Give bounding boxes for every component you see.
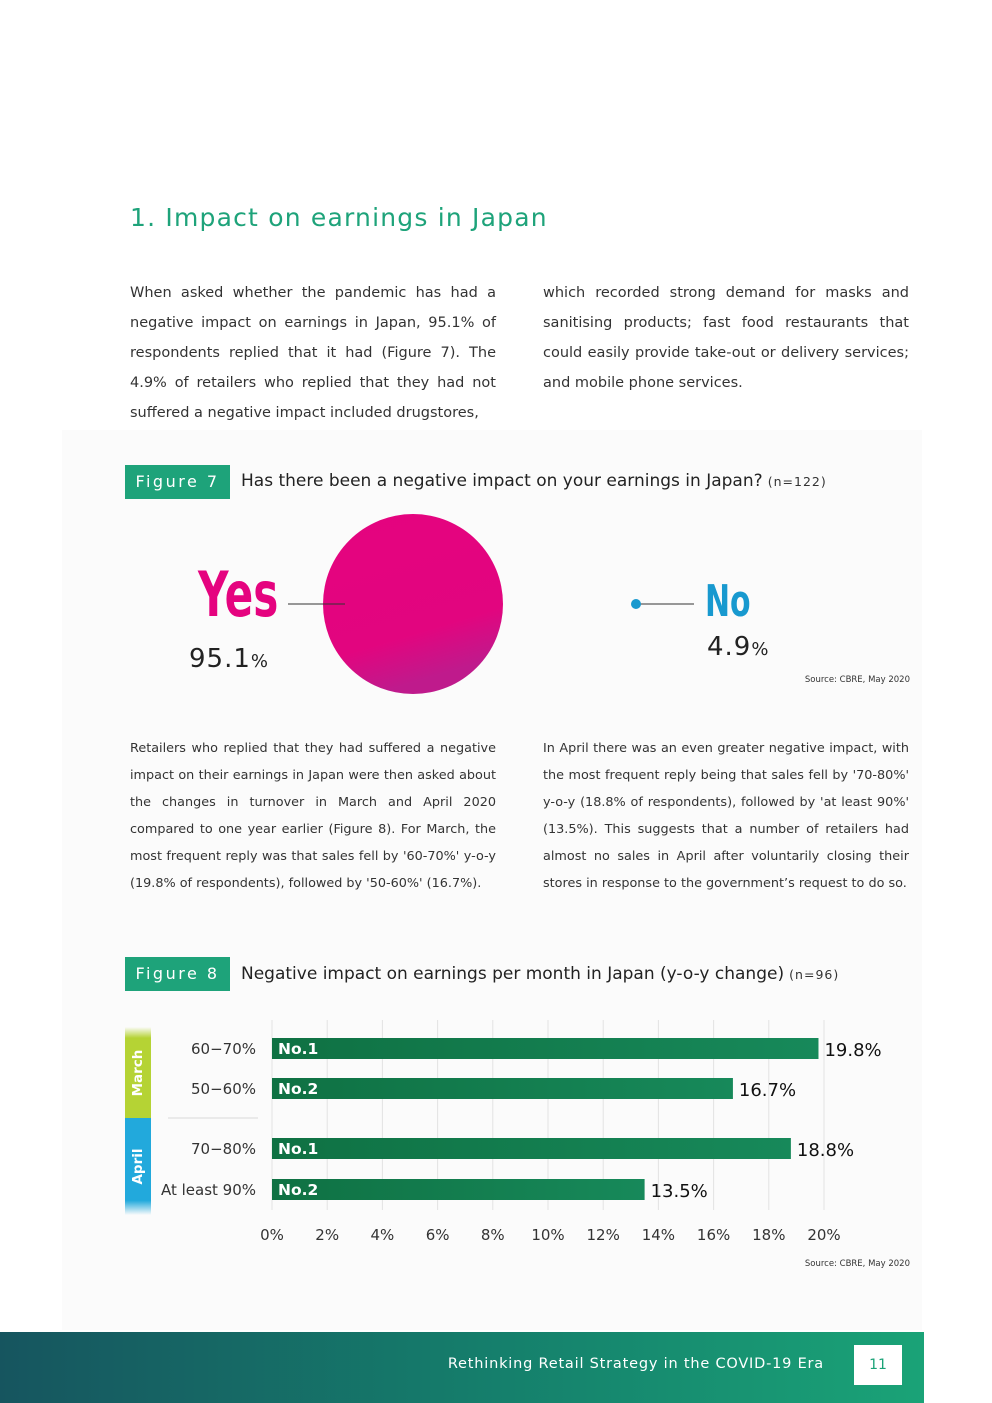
figure-7-sample-size: (n=122)	[767, 474, 827, 489]
figure-8-sample-size: (n=96)	[789, 967, 840, 982]
intro-paragraph-left: When asked whether the pandemic has had a negative impact on earnings in Japan, 95.1% of respondents replied that it had (Figure 7). The 4.9% of retailers who replied that they had not suffered a negative impact included drugstores,	[130, 285, 496, 421]
x-tick-label: 14%	[641, 1226, 676, 1244]
intro-paragraph-right: which recorded strong demand for masks and sanitising products; fast food restaurants that could easily provide take-out or delivery services; and mobile phone services.	[543, 285, 909, 391]
rank-label: No.1	[278, 1040, 319, 1058]
section-title: 1. Impact on earnings in Japan	[130, 203, 548, 232]
mid-paragraph-right: In April there was an even greater negative impact, with the most frequent reply being that sales fell by '70-80%' y-o-y (18.8% of respondents), followed by 'at least 90%' (13.5%). This suggests that a number of retailers had almost no sales in April after voluntarily closing their stores in response to the government’s request to do so.	[543, 741, 909, 891]
value-label: 13.5%	[650, 1181, 708, 1202]
page-number: 11	[854, 1345, 902, 1385]
figure-7-title: Has there been a negative impact on your earnings in Japan?	[241, 471, 763, 491]
x-tick-label: 20%	[807, 1226, 841, 1244]
group-label: April	[130, 1148, 146, 1185]
yes-value: 95.1	[189, 644, 251, 674]
figure-8-title: Negative impact on earnings per month in Japan (y-o-y change)	[241, 964, 785, 984]
figure-8-heading	[241, 964, 839, 984]
bar	[272, 1179, 645, 1200]
category-label: 60−70%	[191, 1040, 256, 1058]
figure-7-badge: Figure 7	[125, 465, 230, 499]
mid-paragraph-left: Retailers who replied that they had suffered a negative impact on their earnings in Japan were then asked about the changes in turnover in March and April 2020 compared to one year earlier (Figure 8). For March, the most frequent reply was that sales fell by '60-70%' y-o-y (19.8% of respondents), followed by '50-60%' (16.7%).	[130, 741, 496, 891]
x-tick-label: 16%	[696, 1226, 731, 1244]
x-tick-label: 6%	[425, 1226, 450, 1244]
x-tick-label: 2%	[315, 1226, 340, 1244]
rank-label: No.2	[278, 1181, 319, 1199]
bar-chart	[0, 1010, 992, 1260]
figure-7-heading	[241, 471, 827, 491]
yes-label: Yes	[198, 558, 279, 631]
figure-8-badge: Figure 8	[125, 957, 230, 991]
value-label: 19.8%	[824, 1040, 882, 1061]
bar	[272, 1038, 818, 1059]
value-label: 18.8%	[796, 1140, 855, 1161]
no-unit: %	[751, 639, 769, 660]
x-tick-label: 18%	[752, 1226, 786, 1244]
bar	[272, 1078, 733, 1099]
footer-title: Rethinking Retail Strategy in the COVID-19 Era	[447, 1356, 824, 1372]
x-tick-label: 8%	[480, 1226, 505, 1244]
yes-percentage	[189, 644, 268, 674]
category-label: At least 90%	[160, 1181, 256, 1199]
no-label: No	[705, 576, 751, 627]
x-tick-label: 4%	[370, 1226, 395, 1244]
x-tick-label: 10%	[531, 1226, 565, 1244]
no-percentage	[707, 632, 768, 662]
category-label: 50−60%	[191, 1080, 256, 1098]
rank-label: No.1	[278, 1140, 319, 1158]
bar	[272, 1138, 791, 1159]
rank-label: No.2	[278, 1080, 319, 1098]
figure-8-source: Source: CBRE, May 2020	[804, 1259, 910, 1269]
group-label: March	[130, 1049, 146, 1097]
footer-bar	[0, 1332, 924, 1403]
x-tick-label: 12%	[586, 1226, 620, 1244]
category-label: 70−80%	[191, 1140, 256, 1158]
no-value: 4.9	[707, 632, 752, 662]
x-tick-label: 0%	[260, 1226, 284, 1244]
yes-unit: %	[250, 651, 268, 672]
no-slice-marker	[631, 599, 641, 609]
figure-7-source: Source: CBRE, May 2020	[804, 675, 910, 685]
value-label: 16.7%	[738, 1080, 797, 1101]
